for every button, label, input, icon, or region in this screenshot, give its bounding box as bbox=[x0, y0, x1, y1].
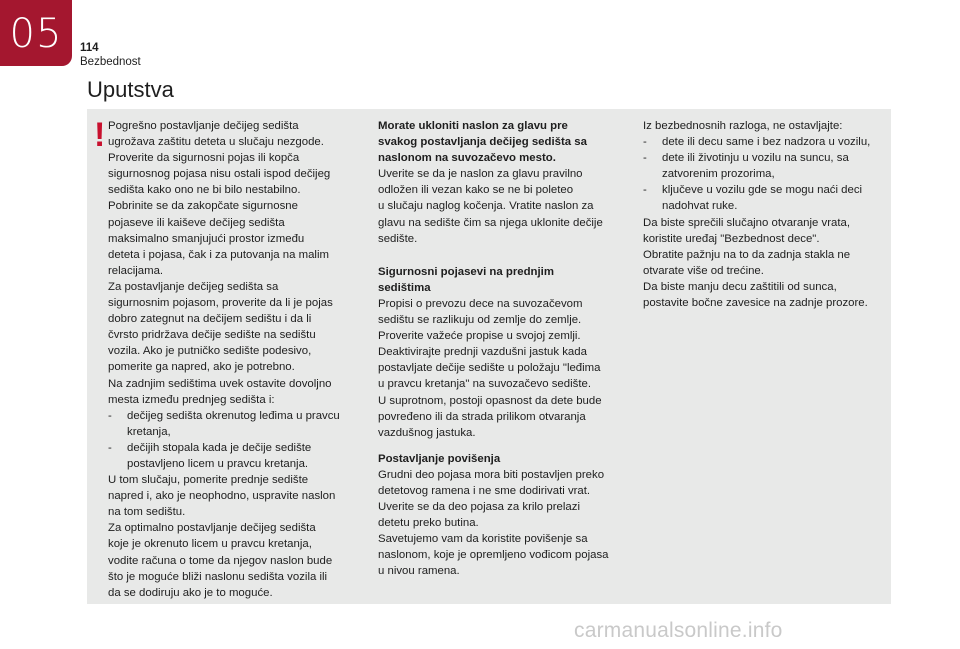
section-heading: Morate ukloniti naslon za glavu pre bbox=[378, 120, 568, 132]
text-line: Deaktivirajte prednji vazdušni jastuk kada bbox=[378, 346, 587, 359]
bullet-line bbox=[108, 440, 361, 456]
text-line: pojaseve ili kaiševe dečijeg sedišta bbox=[108, 216, 285, 229]
text-line: Grudni deo pojasa mora biti postavljen preko bbox=[378, 468, 605, 481]
page-number: 114 bbox=[80, 42, 99, 54]
bullet-dash: - bbox=[643, 136, 647, 149]
text-line: Da biste manju decu zaštitili od sunca, bbox=[643, 280, 837, 293]
text-line: čvrsto pridržava dečije sedište na sedištu bbox=[108, 329, 316, 342]
text-line: Na zadnjim sedištima uvek ostavite dovoljno bbox=[108, 377, 332, 390]
chapter-tab bbox=[0, 0, 72, 66]
text-line: maksimalno smanjujući prostor između bbox=[108, 232, 305, 245]
bullet-text: dete ili životinju u vozilu na suncu, sa bbox=[662, 152, 849, 165]
text-line: detetovog ramena i ne sme dodirivati vrat. bbox=[378, 484, 591, 497]
bullet-line bbox=[643, 198, 883, 214]
text-line: ugrožava zaštitu deteta u slučaju nezgode. bbox=[108, 136, 324, 149]
bullet-text: kretanja, bbox=[127, 425, 171, 438]
bullet-dash: - bbox=[643, 152, 647, 165]
text-line: postavljate dečije sedište u položaju "leđima bbox=[378, 362, 601, 375]
bullet-text: nadohvat ruke. bbox=[662, 200, 738, 213]
text-line: Obratite pažnju na to da zadnja stakla ne bbox=[643, 248, 851, 261]
bullet-line bbox=[108, 456, 361, 472]
column-safety-tips bbox=[643, 118, 883, 311]
text-line: U tom slučaju, pomerite prednje sedište bbox=[108, 474, 309, 487]
text-line: u pravcu kretanja" na suvozačevo sedište. bbox=[378, 378, 591, 391]
bullet-text: zatvorenim prozorima, bbox=[662, 168, 775, 181]
text-line: Savetujemo vam da koristite povišenje sa bbox=[378, 533, 588, 546]
text-line: Pobrinite se da zakopčate sigurnosne bbox=[108, 200, 298, 213]
text-line: u nivou ramena. bbox=[378, 565, 460, 578]
text-line: odložen ili vezan kako se ne bi poleteo bbox=[378, 184, 574, 197]
text-line: otvarate više od trećine. bbox=[643, 264, 764, 277]
bullet-line bbox=[108, 424, 361, 440]
text-line: vazdušnog jastuka. bbox=[378, 426, 476, 439]
bullet-line bbox=[643, 134, 883, 150]
bullet-text: dečijih stopala kada je dečije sedište bbox=[127, 441, 312, 454]
text-line: u slučaju naglog kočenja. Vratite naslon za bbox=[378, 200, 594, 213]
paragraph-gap bbox=[378, 441, 628, 451]
text-line: Uverite se da deo pojasa za krilo prelazi bbox=[378, 501, 580, 514]
text-line: dobro zategnut na dečijem sedištu i da li bbox=[108, 313, 312, 326]
bullet-dash: - bbox=[643, 184, 647, 197]
section-heading: Sigurnosni pojasevi na prednjim bbox=[378, 265, 554, 278]
column-headrest-belts bbox=[378, 118, 628, 580]
chapter-number: 05 bbox=[9, 11, 63, 57]
page-title: Uputstva bbox=[87, 77, 174, 102]
text-line: koje je okrenuto licem u pravcu kretanja, bbox=[108, 538, 312, 551]
text-line: vozila. Ako je putničko sedište podesivo, bbox=[108, 345, 312, 358]
text-line: vodite računa o tome da njegov naslon bude bbox=[108, 554, 333, 567]
bullet-text: dete ili decu same i bez nadzora u vozilu, bbox=[662, 136, 871, 149]
content-panel bbox=[87, 109, 891, 604]
text-line: Iz bezbednosnih razloga, ne ostavljajte: bbox=[643, 120, 843, 132]
text-line: povređeno ili da strada prilikom otvaranja bbox=[378, 410, 586, 423]
section-heading: svakog postavljanja dečijeg sedišta sa bbox=[378, 136, 587, 149]
text-line: sedišta kako ono ne bi bilo nestabilno. bbox=[108, 184, 301, 197]
text-line: Propisi o prevozu dece na suvozačevom bbox=[378, 297, 583, 310]
text-line: naslonom, koje je opremljeno vođicom pojasa bbox=[378, 549, 609, 562]
text-line: sedištu se razlikuju od zemlje do zemlje. bbox=[378, 314, 582, 327]
text-line: sigurnosnim pojasom, proverite da li je pojas bbox=[108, 297, 333, 310]
section-heading: sedištima bbox=[378, 281, 431, 294]
text-line: Proverite važeće propise u svojoj zemlji. bbox=[378, 330, 581, 343]
text-line: glavu na sedište čim sa njega uklonite dečije bbox=[378, 216, 603, 229]
bullet-line bbox=[643, 166, 883, 182]
text-line: detetu preko butina. bbox=[378, 517, 479, 530]
bullet-line bbox=[108, 408, 361, 424]
text-line: da se dodiruju ako je to moguće. bbox=[108, 586, 273, 599]
text-line: Proverite da sigurnosni pojas ili kopča bbox=[108, 152, 300, 165]
watermark: carmanualsonline.info bbox=[574, 619, 783, 642]
section-heading: naslonom na suvozačevo mesto. bbox=[378, 152, 556, 165]
paragraph-gap bbox=[378, 247, 628, 264]
text-line: Da biste sprečili slučajno otvaranje vrata, bbox=[643, 216, 851, 229]
bullet-text: postavljeno licem u pravcu kretanja. bbox=[127, 457, 309, 470]
bullet-text: dečijeg sedišta okrenutog leđima u pravcu bbox=[127, 409, 340, 422]
text-line: napred i, ako je neophodno, uspravite naslon bbox=[108, 490, 336, 503]
bullet-text: ključeve u vozilu gde se mogu naći deci bbox=[662, 184, 863, 197]
text-line: sedište. bbox=[378, 232, 418, 245]
exclamation-warning-icon: ! bbox=[94, 116, 106, 154]
bullet-dash: - bbox=[108, 441, 112, 454]
text-line: sigurnosnog pojasa nisu ostali ispod dečijeg bbox=[108, 168, 331, 181]
text-line: Pogrešno postavljanje dečijeg sedišta bbox=[108, 120, 299, 132]
bullet-line bbox=[643, 182, 883, 198]
text-line: koristite uređaj "Bezbednost dece". bbox=[643, 232, 820, 245]
section-heading: Postavljanje povišenja bbox=[378, 452, 501, 465]
column-warning bbox=[108, 118, 361, 601]
text-line: Za postavljanje dečijeg sedišta sa bbox=[108, 280, 279, 293]
text-line: što je moguće bliži naslonu sedišta vozila ili bbox=[108, 570, 328, 583]
bullet-dash: - bbox=[108, 409, 112, 422]
text-line: deteta i pojasa, čak i za putovanja na malim bbox=[108, 248, 329, 261]
text-line: relacijama. bbox=[108, 264, 164, 277]
bullet-line bbox=[643, 150, 883, 166]
text-line: pomerite ga napred, ako je potrebno. bbox=[108, 361, 295, 374]
text-line: Za optimalno postavljanje dečijeg sedišta bbox=[108, 522, 316, 535]
text-line: na tom sedištu. bbox=[108, 506, 186, 519]
section-name: Bezbednost bbox=[80, 56, 141, 68]
text-line: Uverite se da je naslon za glavu pravilno bbox=[378, 168, 583, 181]
text-line: U suprotnom, postoji opasnost da dete bude bbox=[378, 394, 602, 407]
text-line: postavite bočne zavesice na zadnje prozore. bbox=[643, 297, 868, 310]
text-line: mesta između prednjeg sedišta i: bbox=[108, 393, 275, 406]
